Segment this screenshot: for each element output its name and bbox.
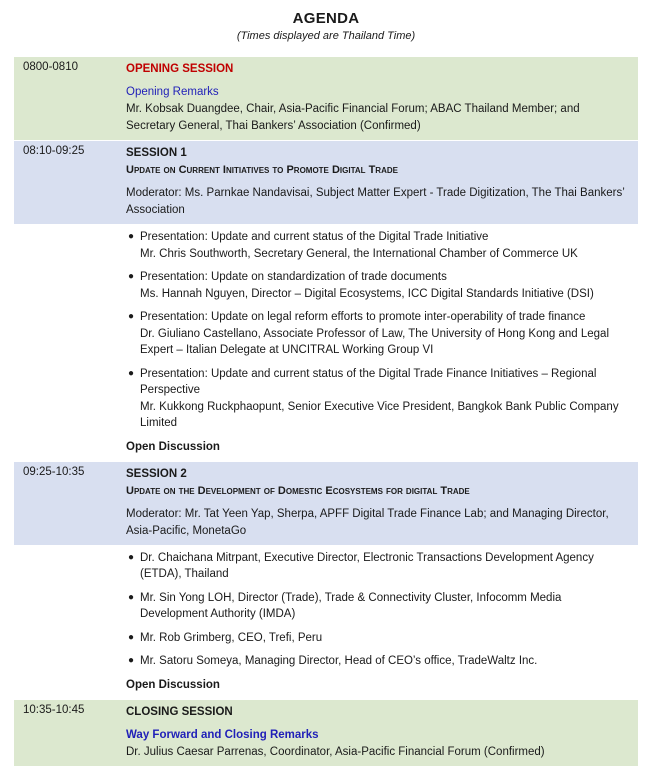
closing-session-title: CLOSING SESSION bbox=[126, 705, 233, 718]
list-item: ● Presentation: Update on legal reform efforts to promote inter-operability of trade finance Dr. Giuliano Castellano, Associate Professor of Law, The University of Hong Kong and Legal Expert – Italian Delegate at UNCITRAL Working Group VI bbox=[126, 309, 632, 359]
list-item: ● Dr. Chaichana Mitrpant, Executive Director, Electronic Transactions Development Agency (ETDA), Thailand bbox=[126, 550, 632, 583]
opening-content bbox=[119, 57, 638, 141]
session1-presentation-list bbox=[126, 229, 632, 432]
session2-header-row bbox=[14, 461, 638, 545]
session1-topic: Update on Current Initiatives to Promote Digital Trade bbox=[126, 164, 398, 176]
presentation-title: Presentation: Update and current status of the Digital Trade Initiative bbox=[140, 231, 489, 243]
session2-label: SESSION 2 bbox=[126, 467, 187, 480]
presentation-speaker: Ms. Hannah Nguyen, Director – Digital Ecosystems, ICC Digital Standards Initiative (DSI) bbox=[140, 287, 594, 300]
closing-session-row bbox=[14, 699, 638, 766]
closing-remarks-title: Way Forward and Closing Remarks bbox=[126, 728, 319, 741]
list-item: ● Mr. Satoru Someya, Managing Director, Head of CEO’s office, TradeWaltz Inc. bbox=[126, 653, 632, 670]
opening-time: 0800-0810 bbox=[14, 57, 119, 141]
session1-time: 08:10-09:25 bbox=[14, 141, 119, 225]
session2-header bbox=[119, 461, 638, 545]
closing-time: 10:35-10:45 bbox=[14, 699, 119, 766]
agenda-table bbox=[14, 57, 638, 767]
session1-label: SESSION 1 bbox=[126, 147, 187, 159]
presentation-title: Presentation: Update and current status of the Digital Trade Finance Initiatives – Regional Perspective bbox=[140, 367, 597, 396]
presentation-speaker: Mr. Kukkong Ruckphaopunt, Senior Executive Vice President, Bangkok Bank Public Company Limited bbox=[140, 400, 619, 429]
speaker-entry: Mr. Sin Yong LOH, Director (Trade), Trade & Connectivity Cluster, Infocomm Media Development Authority (IMDA) bbox=[140, 591, 562, 620]
list-item: ● Presentation: Update on standardization of trade documents Ms. Hannah Nguyen, Director – Digital Ecosystems, ICC Digital Standards Initiative (DSI) bbox=[126, 269, 632, 302]
opening-session-row bbox=[14, 57, 638, 141]
page-subtitle: (Times displayed are Thailand Time) bbox=[236, 30, 416, 42]
presentation-title: Presentation: Update on legal reform efforts to promote inter-operability of trade finance bbox=[140, 311, 586, 323]
speaker-entry: Dr. Chaichana Mitrpant, Executive Director, Electronic Transactions Development Agency (ETDA), Thailand bbox=[140, 551, 594, 580]
presentation-speaker: Mr. Chris Southworth, Secretary General, the International Chamber of Commerce UK bbox=[140, 247, 578, 260]
list-item: ● Presentation: Update and current status of the Digital Trade Finance Initiatives – Regional Perspective Mr. Kukkong Ruckphaopunt, Senior Executive Vice President, Bangkok Bank Public Company Limited bbox=[126, 366, 632, 432]
session2-items-row bbox=[14, 545, 638, 699]
presentation-speaker: Dr. Giuliano Castellano, Associate Professor of Law, The University of Hong Kong and Legal Expert – Italian Delegate at UNCITRAL Working Group VI bbox=[140, 327, 609, 356]
opening-session-title: OPENING SESSION bbox=[126, 63, 234, 75]
opening-remarks-speaker: Mr. Kobsak Duangdee, Chair, Asia-Pacific Financial Forum; ABAC Thailand Member; and Secretary General, Thai Bankers’ Association (Confirmed) bbox=[126, 103, 580, 132]
presentation-title: Presentation: Update on standardization of trade documents bbox=[140, 271, 447, 283]
list-item: ● Presentation: Update and current status of the Digital Trade Initiative Mr. Chris Southworth, Secretary General, the International Chamber of Commerce UK bbox=[126, 229, 632, 262]
session1-header bbox=[119, 141, 638, 225]
session2-moderator: Moderator: Mr. Tat Yeen Yap, Sherpa, APFF Digital Trade Finance Lab; and Managing Director, Asia-Pacific, MonetaGo bbox=[126, 507, 609, 537]
speaker-entry: Mr. Rob Grimberg, CEO, Trefi, Peru bbox=[140, 631, 323, 644]
list-item: ● Mr. Sin Yong LOH, Director (Trade), Trade & Connectivity Cluster, Infocomm Media Development Authority (IMDA) bbox=[126, 590, 632, 623]
session1-header-row bbox=[14, 141, 638, 225]
session2-time: 09:25-10:35 bbox=[14, 461, 119, 545]
page-title: AGENDA bbox=[292, 10, 360, 27]
session1-moderator: Moderator: Ms. Parnkae Nandavisai, Subject Matter Expert - Trade Digitization, The Thai Bankers’ Association bbox=[126, 187, 625, 216]
session2-speaker-list bbox=[126, 550, 632, 670]
opening-remarks-title: Opening Remarks bbox=[126, 86, 219, 98]
session1-items-row bbox=[14, 225, 638, 462]
list-item: ● Mr. Rob Grimberg, CEO, Trefi, Peru bbox=[126, 630, 632, 647]
closing-content bbox=[119, 699, 638, 766]
closing-remarks-speaker: Dr. Julius Caesar Parrenas, Coordinator, Asia-Pacific Financial Forum (Confirmed) bbox=[126, 745, 545, 758]
speaker-entry: Mr. Satoru Someya, Managing Director, Head of CEO’s office, TradeWaltz Inc. bbox=[140, 655, 538, 667]
session1-open-discussion: Open Discussion bbox=[126, 440, 220, 453]
session2-open-discussion: Open Discussion bbox=[126, 678, 220, 691]
session2-topic: Update on the Development of Domestic Ecosystems for digital Trade bbox=[126, 484, 470, 497]
